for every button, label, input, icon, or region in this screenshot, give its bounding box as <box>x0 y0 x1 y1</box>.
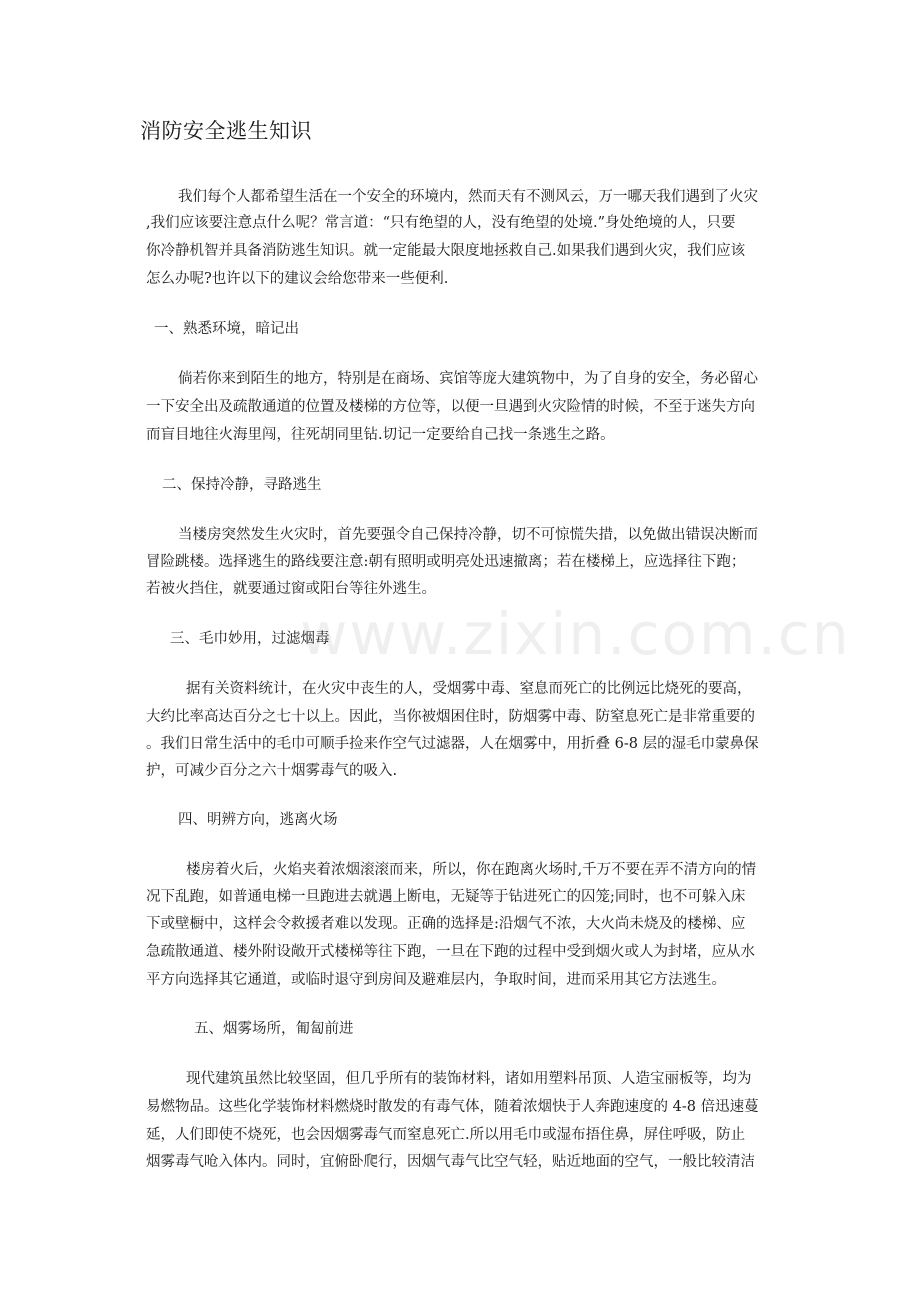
paragraph-line: 易燃物品。这些化学装饰材料燃烧时散发的有毒气体，随着浓烟快于人奔跑速度的 4-8 倍迅速蔓 <box>146 1099 759 1115</box>
paragraph-line: 平方向选择其它通道，或临时退守到房间及避难层内，争取时间，进而采用其它方法逃生。 <box>146 972 726 988</box>
intro-line: 怎么办呢?也许以下的建议会给您带来一些便利. <box>146 271 449 287</box>
watermark: www.zixin.com.cn <box>300 600 851 668</box>
intro-line: 我们每个人都希望生活在一个安全的环境内，然而天有不测风云，万一哪天我们遇到了火灾 <box>178 189 758 205</box>
paragraph-line: 烟雾毒气呛入体内。同时，宜俯卧爬行，因烟气毒气比空气轻，贴近地面的空气，一般比较清洁 <box>146 1154 755 1170</box>
intro-line: 你冷静机智并具备消防逃生知识。就一定能最大限度地拯救自己.如果我们遇到火灾，我们应该 <box>146 243 746 259</box>
paragraph-line: 况下乱跑，如普通电梯一旦跑进去就遇上断电，无疑等于钻进死亡的囚笼;同时，也不可躲入床 <box>146 889 746 905</box>
document-title: 消防安全逃生知识 <box>140 119 312 143</box>
paragraph-line: 现代建筑虽然比较坚固，但几乎所有的装饰材料，诸如用塑料吊顶、人造宝丽板等，均为 <box>186 1071 752 1087</box>
paragraph-line: 而盲目地往火海里闯，往死胡同里钻.切记一定要给自己找一条逃生之路。 <box>146 427 615 443</box>
paragraph-line: 当楼房突然发生火灾时，首先要强令自己保持冷静，切不可惊慌失措，以免做出错误决断而 <box>178 527 758 543</box>
paragraph-line: 据有关资料统计，在火灾中丧生的人，受烟雾中毒、窒息而死亡的比例远比烧死的要高， <box>186 681 752 697</box>
paragraph-line: 延，人们即使不烧死，也会因烟雾毒气而窒息死亡.所以用毛巾或湿布捂住鼻，屏住呼吸，防止 <box>146 1127 746 1143</box>
intro-line: ,我们应该要注意点什么呢？常言道：“只有绝望的人，没有绝望的处境.”身处绝境的人，只要 <box>146 215 736 231</box>
section-heading: 四、明辨方向，逃离火场 <box>178 812 338 828</box>
paragraph-line: 大约比率高达百分之七十以上。因此，当你被烟困住时，防烟雾中毒、防窒息死亡是非常重要的 <box>146 709 755 725</box>
paragraph-line: 冒险跳楼。选择逃生的路线要注意:朝有照明或明亮处迅速撤离；若在楼梯上，应选择往下跑； <box>146 554 746 570</box>
paragraph-line: 若被火挡住，就要通过窗或阳台等往外逃生。 <box>146 581 436 597</box>
paragraph-line: 一下安全出及疏散通道的位置及楼梯的方位等，以便一旦遇到火灾险情的时候，不至于迷失方向 <box>146 399 755 415</box>
section-heading: 二、保持冷静，寻路逃生 <box>162 477 322 493</box>
paragraph-line: 下或壁橱中，这样会令救援者难以发现。正确的选择是:沿烟气不浓，大火尚未烧及的楼梯、应 <box>146 916 746 932</box>
paragraph-line: 楼房着火后，火焰夹着浓烟滚滚而来，所以，你在跑离火场时,千万不要在弄不清方向的情 <box>186 862 757 878</box>
paragraph-line: 急疏散通道、楼外附设敞开式楼梯等往下跑，一旦在下跑的过程中受到烟火或人为封堵，应从水 <box>146 944 755 960</box>
paragraph-line: 倘若你来到陌生的地方，特别是在商场、宾馆等庞大建筑物中，为了自身的安全，务必留心 <box>178 371 758 387</box>
section-heading: 五、烟雾场所，匍匐前进 <box>194 1021 354 1037</box>
paragraph-line: 。我们日常生活中的毛巾可顺手捡来作空气过滤器，人在烟雾中，用折叠 6-8 层的湿毛巾蒙鼻保 <box>146 736 759 752</box>
paragraph-line: 护，可减少百分之六十烟雾毒气的吸入. <box>146 763 398 779</box>
section-heading: 三、毛巾妙用，过滤烟毒 <box>170 631 330 647</box>
section-heading: 一、熟悉环境，暗记出 <box>154 321 299 337</box>
